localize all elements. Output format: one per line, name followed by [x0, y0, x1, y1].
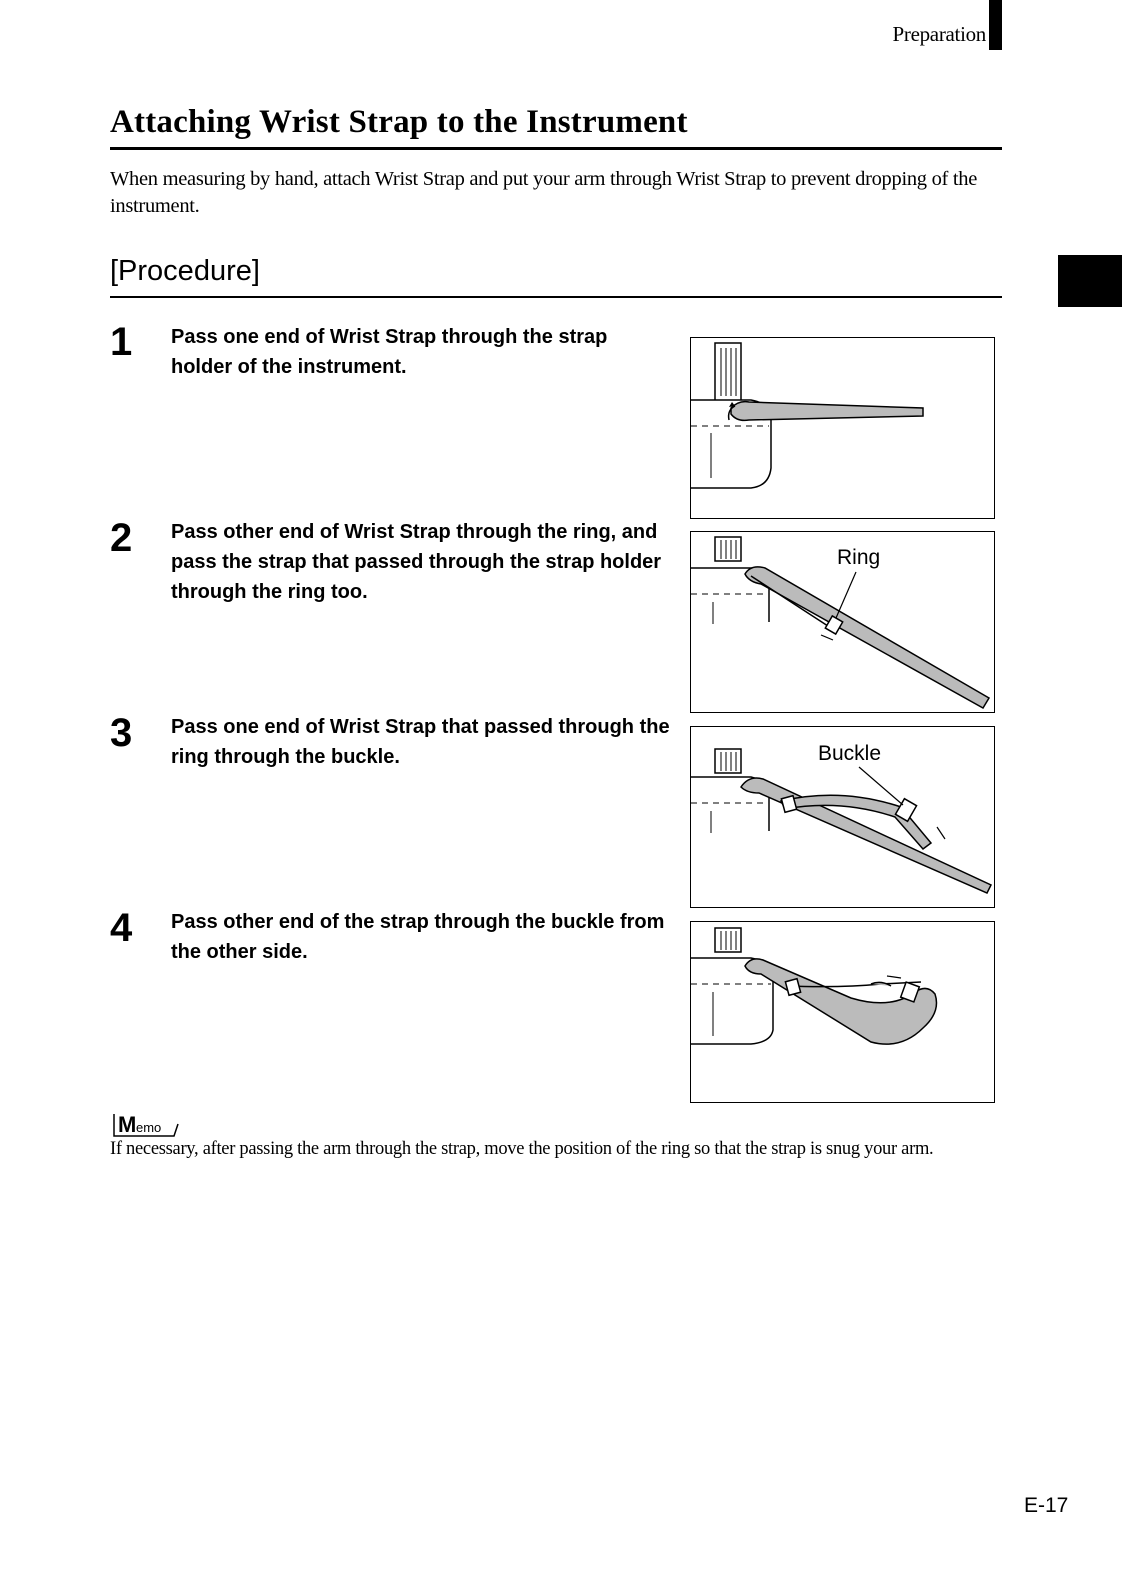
- loop-illustration: [691, 922, 994, 1102]
- page-title: Attaching Wrist Strap to the Instrument: [110, 104, 688, 140]
- buckle-label: Buckle: [818, 742, 882, 765]
- procedure-heading: [Procedure]: [110, 255, 260, 287]
- chapter-tab: [1058, 255, 1122, 307]
- memo-text: If necessary, after passing the arm through the strap, move the position of the ring so that the strap is snug your arm.: [110, 1139, 934, 1159]
- section-label: Preparation: [892, 22, 986, 46]
- memo-icon-text: emo: [136, 1120, 162, 1135]
- step-4-number: 4: [110, 906, 133, 950]
- step-4-text: Pass other end of the strap through the buckle from the other side.: [171, 911, 665, 963]
- step-1-figure: [690, 337, 995, 519]
- section-marker-bar: [989, 0, 1002, 50]
- memo-icon: [110, 1110, 180, 1138]
- step-3-text: Pass one end of Wrist Strap that passed through the ring through the buckle.: [171, 716, 670, 768]
- intro-paragraph: When measuring by hand, attach Wrist Strap and put your arm through Wrist Strap to prevent dropping of the instrument.: [110, 168, 978, 217]
- step-2-text: Pass other end of Wrist Strap through the ring, and pass the strap that passed through the strap holder through the ring too.: [171, 521, 662, 603]
- step-4-figure: [690, 921, 995, 1103]
- memo-icon-letter: M: [118, 1112, 137, 1137]
- page-number: E-17: [1024, 1494, 1069, 1517]
- step-1-number: 1: [110, 320, 133, 364]
- step-2-number: 2: [110, 516, 133, 560]
- procedure-rule: [110, 296, 1002, 298]
- title-rule: [110, 147, 1002, 150]
- step-3-number: 3: [110, 711, 133, 755]
- ring-label: Ring: [837, 546, 881, 569]
- strap-holder-illustration: [691, 338, 994, 518]
- step-2-figure: [690, 531, 995, 713]
- step-3-figure: [690, 726, 995, 908]
- step-1-text: Pass one end of Wrist Strap through the strap holder of the instrument.: [171, 326, 608, 378]
